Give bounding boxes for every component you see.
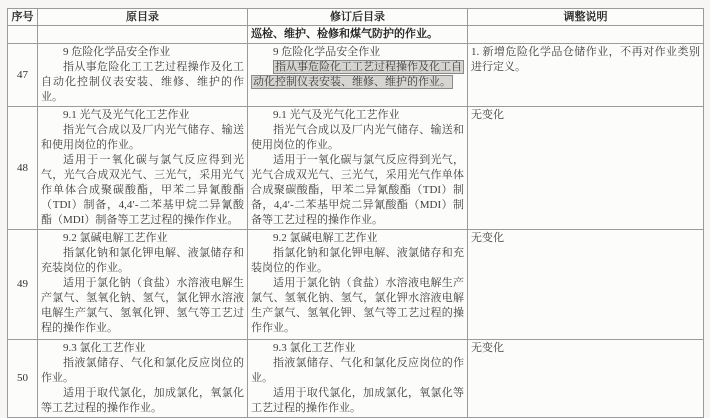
original-catalog-cell xyxy=(38,44,248,107)
adjustment-note-cell xyxy=(468,230,704,340)
row-number-cell: 50 xyxy=(8,340,38,418)
paragraph: 指液氯储存、气化和氯化反应岗位的作业。 xyxy=(251,357,464,384)
paragraph: 9.2 氯碱电解工艺作业 xyxy=(273,232,378,244)
adjustment-note-cell xyxy=(468,107,704,230)
table-header xyxy=(8,9,704,26)
paragraph: 无变化 xyxy=(471,342,504,354)
header-adjustment-note: 调整说明 xyxy=(468,9,704,26)
paragraph: 9 危险化学品安全作业 xyxy=(63,46,171,58)
revised-catalog-cell xyxy=(248,26,468,44)
paragraph xyxy=(251,60,464,90)
paragraph: 适用于取代氯化，加成氯化，氧氯化等工艺过程的操作作业。 xyxy=(41,387,244,414)
table-row xyxy=(8,26,704,44)
revised-catalog-cell xyxy=(248,230,468,340)
table-row xyxy=(8,107,704,230)
paragraph: 指光气合成以及厂内光气储存、输送和使用岗位的作业。 xyxy=(41,124,244,151)
header-row xyxy=(8,9,704,26)
paragraph: 9.1 光气及光气化工艺作业 xyxy=(273,109,400,121)
revised-catalog-cell xyxy=(248,44,468,107)
paragraph: 适用于氯化钠（食盐）水溶液电解生产氯气、氢氧化钠、氢气，氯化钾水溶液电解生产氯气、氢氧化钾、氢气等工艺过程的操作作业。 xyxy=(251,277,464,334)
paragraph: 指从事危险化工工艺过程操作及化工自动化控制仪表安装、维修、维护的作业。 xyxy=(41,61,244,103)
paragraph: 9.3 氯化工艺作业 xyxy=(273,342,356,354)
paragraph: 巡检、维护、检修和煤气防护的作业。 xyxy=(251,28,438,40)
table-row xyxy=(8,44,704,107)
row-number-cell: 47 xyxy=(8,44,38,107)
table-row xyxy=(8,230,704,340)
paragraph: 9.3 氯化工艺作业 xyxy=(63,342,146,354)
table-body xyxy=(8,26,704,418)
adjustment-note-cell xyxy=(468,26,704,44)
paragraph: 1. 新增危险化学品仓储作业，不再对作业类别进行定义。 xyxy=(471,46,700,73)
paragraph: 9.2 氯碱电解工艺作业 xyxy=(63,232,168,244)
paragraph: 指氯化钠和氯化钾电解、液氯储存和充装岗位的作业。 xyxy=(251,247,464,274)
original-catalog-cell xyxy=(38,230,248,340)
paragraph: 无变化 xyxy=(471,232,504,244)
paragraph: 适用于一氧化碳与氯气反应得到光气，光气合成双光气、三光气，采用光气作单体合成聚碳酸酯，甲苯二异氰酸酯（TDI）制备，4,4′-二苯基甲烷二异氰酸酯（MDI）制备等工艺过程的操作作业。 xyxy=(251,154,464,226)
paragraph: 9 危险化学品安全作业 xyxy=(273,46,381,58)
paragraph: 适用于一氧化碳与氯气反应得到光气，光气合成双光气、三光气，采用光气作单体合成聚碳酸酯，甲苯二异氰酸酯（TDI）制备，4,4′-二苯基甲烷二异氰酸酯（MDI）制备等工艺过程的操作作业。 xyxy=(41,154,244,226)
paragraph: 指光气合成以及厂内光气储存、输送和使用岗位的作业。 xyxy=(251,124,464,151)
revised-catalog-cell xyxy=(248,107,468,230)
original-catalog-cell xyxy=(38,26,248,44)
header-revised-catalog: 修订后目录 xyxy=(248,9,468,26)
paragraph: 适用于取代氯化，加成氯化，氧氯化等工艺过程的操作作业。 xyxy=(251,387,464,414)
row-number-cell: 49 xyxy=(8,230,38,340)
catalog-revision-table xyxy=(7,8,704,418)
paragraph: 适用于氯化钠（食盐）水溶液电解生产氯气、氢氧化钠、氢气，氯化钾水溶液电解生产氯气、氢氧化钾、氢气等工艺过程的操作作业。 xyxy=(41,277,244,334)
adjustment-note-cell xyxy=(468,44,704,107)
original-catalog-cell xyxy=(38,340,248,418)
revision-highlight: 指从事危险化工工艺过程操作及化工自动化控制仪表安装、维修、维护的作业。 xyxy=(253,61,462,88)
table-row xyxy=(8,340,704,418)
header-original-catalog: 原目录 xyxy=(38,9,248,26)
paragraph: 指氯化钠和氯化钾电解、液氯储存和充装岗位的作业。 xyxy=(41,247,244,274)
adjustment-note-cell xyxy=(468,340,704,418)
row-number-cell: 48 xyxy=(8,107,38,230)
paragraph: 无变化 xyxy=(471,109,504,121)
paragraph: 9.1 光气及光气化工艺作业 xyxy=(63,109,190,121)
header-serial-number: 序号 xyxy=(8,9,38,26)
row-number-cell xyxy=(8,26,38,44)
revised-catalog-cell xyxy=(248,340,468,418)
original-catalog-cell xyxy=(38,107,248,230)
paragraph: 指液氯储存、气化和氯化反应岗位的作业。 xyxy=(41,357,244,384)
